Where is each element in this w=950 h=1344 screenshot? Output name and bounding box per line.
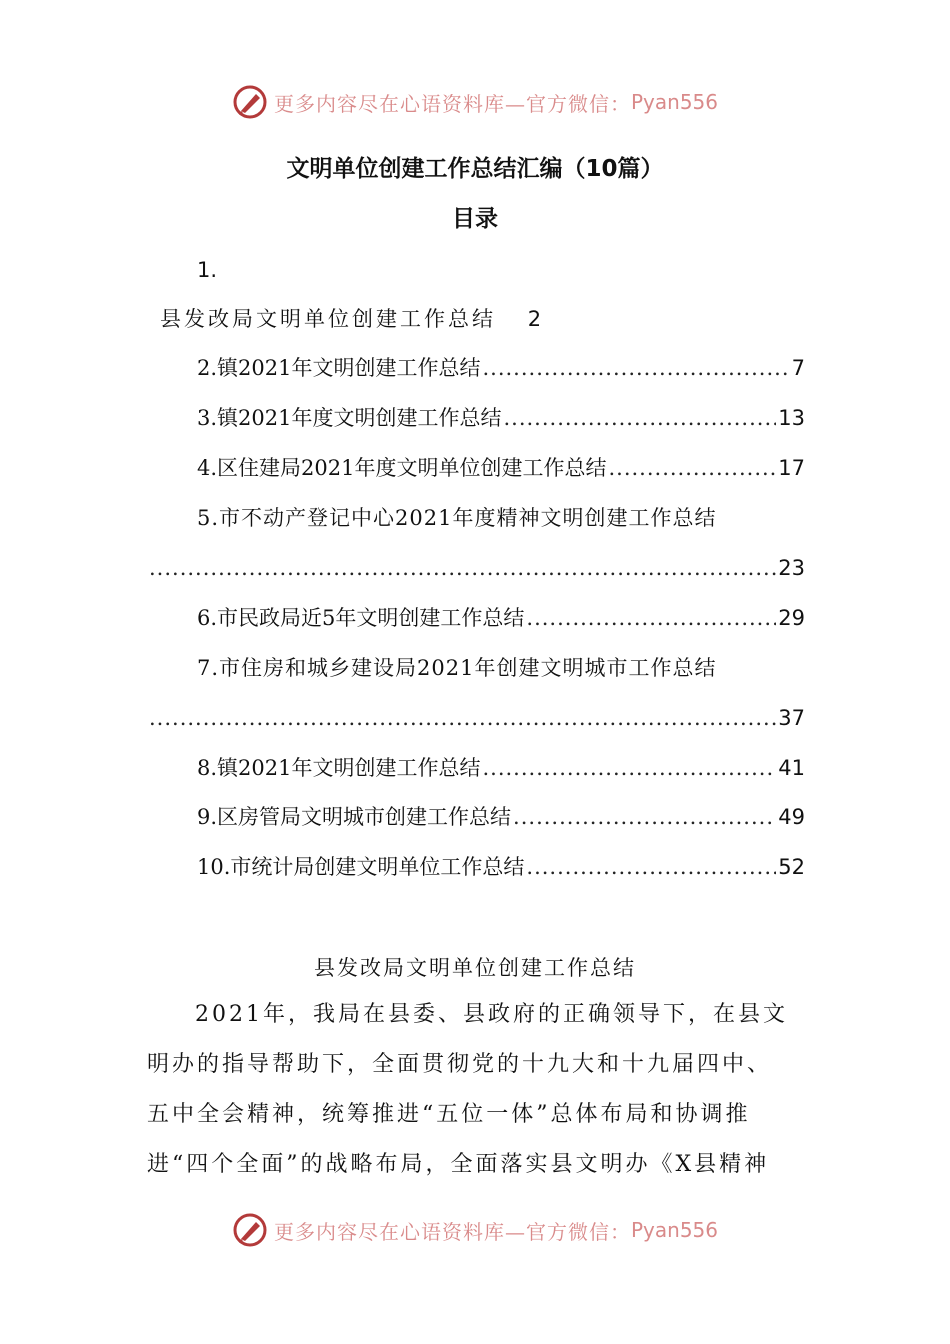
watermark-id: Pyan556 xyxy=(630,90,718,114)
document-title: 文明单位创建工作总结汇编（10篇） xyxy=(286,156,664,182)
toc-item-6[interactable] xyxy=(197,603,805,633)
toc-item-page: 2 xyxy=(527,307,545,331)
section-title: 县发改局文明单位创建工作总结 xyxy=(314,956,636,980)
watermark-banner-top xyxy=(0,82,950,122)
watermark-text: 更多内容尽在心语资料库—官方微信： xyxy=(273,91,631,116)
toc-item-7-continuation[interactable] xyxy=(147,703,805,733)
leader-dots xyxy=(526,603,776,633)
paragraph-line: 进“四个全面”的战略布局，全面落实县文明办《X县精神 xyxy=(147,1152,770,1177)
toc-item-page: 7 xyxy=(791,356,805,380)
toc-item-page: 29 xyxy=(778,606,805,630)
toc-item-page: 23 xyxy=(778,556,805,580)
body-paragraph xyxy=(147,990,807,1190)
watermark-id: Pyan556 xyxy=(630,1218,718,1242)
paragraph-line: 明办的指导帮助下，全面贯彻党的十九大和十九届四中、 xyxy=(147,1052,773,1077)
toc-item-page: 37 xyxy=(778,706,805,730)
pen-logo-icon xyxy=(232,1212,268,1248)
toc-item-3[interactable] xyxy=(197,403,805,433)
toc-item-title: 8.镇2021年文明创建工作总结 xyxy=(197,756,481,780)
leader-dots xyxy=(149,703,776,733)
toc-item-7[interactable] xyxy=(197,653,807,683)
toc-item-page: 17 xyxy=(778,456,805,480)
toc-item-title: 6.市民政局近5年文明创建工作总结 xyxy=(197,606,525,630)
toc-item-title: 9.区房管局文明城市创建工作总结 xyxy=(197,805,512,829)
toc-item-10[interactable] xyxy=(197,852,805,882)
leader-dots xyxy=(526,852,776,882)
paragraph-line: 2021年，我局在县委、县政府的正确领导下，在县文 xyxy=(195,1002,788,1027)
toc-item-8[interactable] xyxy=(197,753,805,783)
toc-item-4[interactable] xyxy=(197,453,805,483)
toc-item-title: 县发改局文明单位创建工作总结 xyxy=(160,307,496,331)
leader-dots xyxy=(482,753,776,783)
toc-item-1[interactable] xyxy=(160,304,544,334)
toc-item-5-continuation[interactable] xyxy=(147,553,805,583)
toc-item-title: 3.镇2021年度文明创建工作总结 xyxy=(197,406,502,430)
leader-dots xyxy=(503,403,776,433)
toc-heading: 目录 xyxy=(452,206,498,232)
toc-item-title: 10.市统计局创建文明单位工作总结 xyxy=(197,855,525,879)
leader-dots xyxy=(513,802,776,832)
toc-item-title: 7.市住房和城乡建设局2021年创建文明城市工作总结 xyxy=(197,656,717,680)
toc-item-5[interactable] xyxy=(197,503,807,533)
watermark-text: 更多内容尽在心语资料库—官方微信： xyxy=(273,1219,631,1244)
pen-logo-icon xyxy=(232,84,268,120)
toc-item-title: 5.市不动产登记中心2021年度精神文明创建工作总结 xyxy=(197,506,717,530)
leader-dots xyxy=(149,553,776,583)
toc-item-page: 49 xyxy=(778,805,805,829)
toc-item-page: 13 xyxy=(778,406,805,430)
toc-item-page: 52 xyxy=(778,855,805,879)
toc-item-1-number: 1. xyxy=(197,258,218,282)
toc-item-2[interactable] xyxy=(197,353,805,383)
leader-dots xyxy=(482,353,789,383)
toc-item-title: 4.区住建局2021年度文明单位创建工作总结 xyxy=(197,456,607,480)
paragraph-line: 五中全会精神，统筹推进“五位一体”总体布局和协调推 xyxy=(147,1102,751,1127)
watermark-banner-bottom xyxy=(0,1210,950,1250)
toc-item-title: 2.镇2021年文明创建工作总结 xyxy=(197,356,481,380)
toc-item-page: 41 xyxy=(778,756,805,780)
leader-dots xyxy=(608,453,776,483)
toc-item-9[interactable] xyxy=(197,802,805,832)
